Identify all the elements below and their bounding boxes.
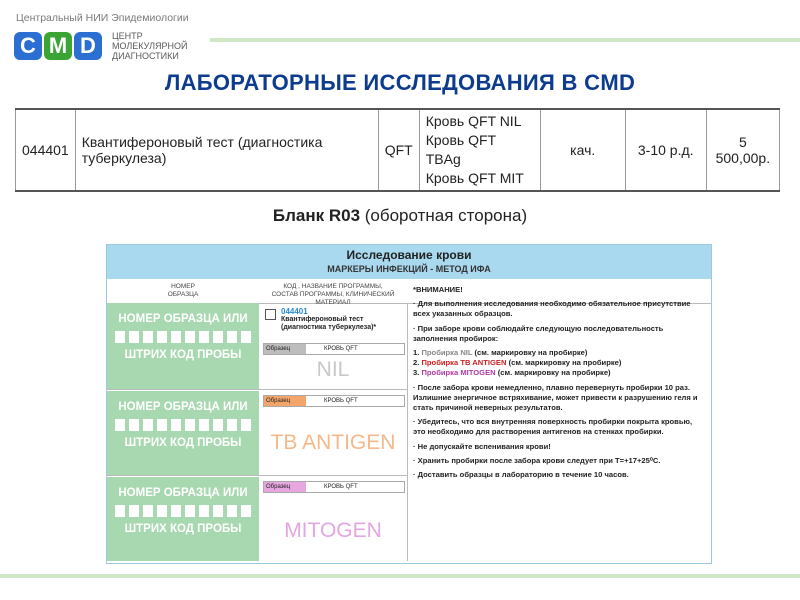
sample-label-bottom: ШТРИХ КОД ПРОБЫ — [124, 437, 242, 449]
form-title: Исследование крови — [346, 248, 472, 262]
digit-boxes — [107, 331, 259, 343]
form-header — [107, 245, 711, 279]
sample-number-field[interactable] — [107, 303, 259, 389]
program-column — [259, 303, 407, 561]
price: 5 500,00р. — [706, 109, 779, 191]
blank-caption — [0, 206, 800, 226]
test-name: Квантифероновый тест (диагностика туберкулеза)* — [281, 316, 377, 331]
sample-label-top: НОМЕР ОБРАЗЦА ИЛИ — [118, 487, 248, 499]
tag-sample: Образец — [264, 344, 306, 354]
digit-boxes — [107, 419, 259, 431]
tube-order-list — [413, 348, 705, 379]
tube-order-item: 1. Пробирка NIL (см. маркировку на пробирке) — [413, 348, 588, 358]
note: · Хранить пробирки после забора крови следует при T=+17+25⁰С. — [413, 455, 661, 465]
col-header-line: КОД , НАЗВАНИЕ ПРОГРАММЫ, — [283, 283, 383, 290]
org-name: Центральный НИИ Эпидемиологии — [16, 12, 189, 24]
header-divider — [210, 38, 800, 42]
note: · При заборе крови соблюдайте следующую последовательность заполнения пробирок: — [413, 323, 664, 343]
service-name: Квантифероновый тест (диагностика туберкулеза) — [75, 109, 378, 191]
logo-letter-c: C — [14, 32, 42, 60]
test-code: 044401 — [281, 307, 308, 316]
table-row — [16, 109, 780, 191]
blank-caption-normal: (оборотная сторона) — [360, 206, 528, 225]
digit-boxes — [107, 505, 259, 517]
logo-sub-line: МОЛЕКУЛЯРНОЙ — [112, 41, 188, 51]
note: · Доставить образцы в лабораторию в течение 10 часов. — [413, 470, 629, 480]
price-table — [15, 108, 780, 192]
tube-item: Кровь QFT TBAg — [425, 132, 496, 167]
col-header-line: НОМЕР — [171, 283, 195, 290]
logo-letter-d: D — [74, 32, 102, 60]
tube-tag-mitogen — [263, 481, 405, 493]
tag-material: КРОВЬ QFT — [324, 346, 358, 352]
cmd-logo — [14, 32, 104, 60]
logo-subtitle — [112, 31, 187, 61]
service-abbr: QFT — [378, 109, 419, 191]
tube-nil-label: NIL — [316, 358, 350, 381]
instructions — [413, 285, 705, 484]
lab-form — [106, 244, 712, 564]
page-title: ЛАБОРАТОРНЫЕ ИССЛЕДОВАНИЯ В CMD — [164, 70, 636, 95]
column-divider — [407, 303, 408, 561]
col-header-line: ОБРАЗЦА — [167, 291, 199, 298]
logo-sub-line: ДИАГНОСТИКИ — [112, 51, 179, 61]
turnaround: 3-10 р.д. — [625, 109, 706, 191]
tube-tb-label: TB ANTIGEN — [270, 431, 396, 454]
sample-number-field[interactable] — [107, 391, 259, 475]
tag-material: КРОВЬ QFT — [324, 484, 358, 490]
test-checkbox[interactable] — [265, 309, 276, 320]
tube-list — [419, 109, 540, 191]
sample-label-top: НОМЕР ОБРАЗЦА ИЛИ — [118, 313, 248, 325]
tube-mitogen-label: MITOGEN — [284, 519, 382, 542]
attention-heading: *ВНИМАНИЕ! — [413, 285, 463, 294]
col-sample-number — [107, 279, 259, 303]
footer-divider — [0, 574, 800, 578]
logo-letter-m: M — [44, 32, 72, 60]
col-header-line: СОСТАВ ПРОГРАММЫ, КЛИНИЧЕСКИЙ МАТЕРИАЛ — [271, 291, 395, 306]
note: · Убедитесь, что вся внутренняя поверхность пробирки покрыта кровью, это необходимо для растворения антигенов на стенках пробирки. — [413, 417, 693, 437]
form-subtitle: МАРКЕРЫ ИНФЕКЦИЙ - МЕТОД ИФА — [327, 264, 491, 274]
note: · После забора крови немедленно, плавно перевернуть пробирки 10 раз. Излишние энергичное встряхивание, может привести к разрушению геля и стать причиной неверных результатов. — [413, 382, 698, 413]
note: · Для выполнения исследования необходимо обязательное присутствие всех указанных образцов. — [413, 299, 691, 319]
tag-sample: Образец — [264, 396, 306, 406]
sample-label-top: НОМЕР ОБРАЗЦА ИЛИ — [118, 401, 248, 413]
tube-tag-tb — [263, 395, 405, 407]
tag-sample: Образец — [264, 482, 306, 492]
tube-order-item: 3. Пробирка MITOGEN (см. маркировку на пробирке) — [413, 368, 611, 378]
row-divider — [107, 389, 407, 390]
tube-item: Кровь QFT NIL — [425, 113, 522, 129]
sample-label-bottom: ШТРИХ КОД ПРОБЫ — [124, 349, 242, 361]
blank-caption-bold: Бланк R03 — [272, 206, 361, 225]
tube-order-item: 2. Пробирка TB ANTIGEN (см. маркировку на пробирке) — [413, 358, 622, 368]
sample-number-field[interactable] — [107, 477, 259, 561]
logo-sub-line: ЦЕНТР — [112, 31, 143, 41]
tube-item: Кровь QFT MIT — [425, 170, 524, 186]
col-program — [259, 279, 407, 306]
service-code: 044401 — [16, 109, 76, 191]
result-type: кач. — [540, 109, 625, 191]
row-divider — [107, 475, 407, 476]
sample-label-bottom: ШТРИХ КОД ПРОБЫ — [124, 523, 242, 535]
tube-tag-nil — [263, 343, 405, 355]
tag-material: КРОВЬ QFT — [324, 398, 358, 404]
note: · Не допускайте вспенивания крови! — [413, 441, 551, 451]
